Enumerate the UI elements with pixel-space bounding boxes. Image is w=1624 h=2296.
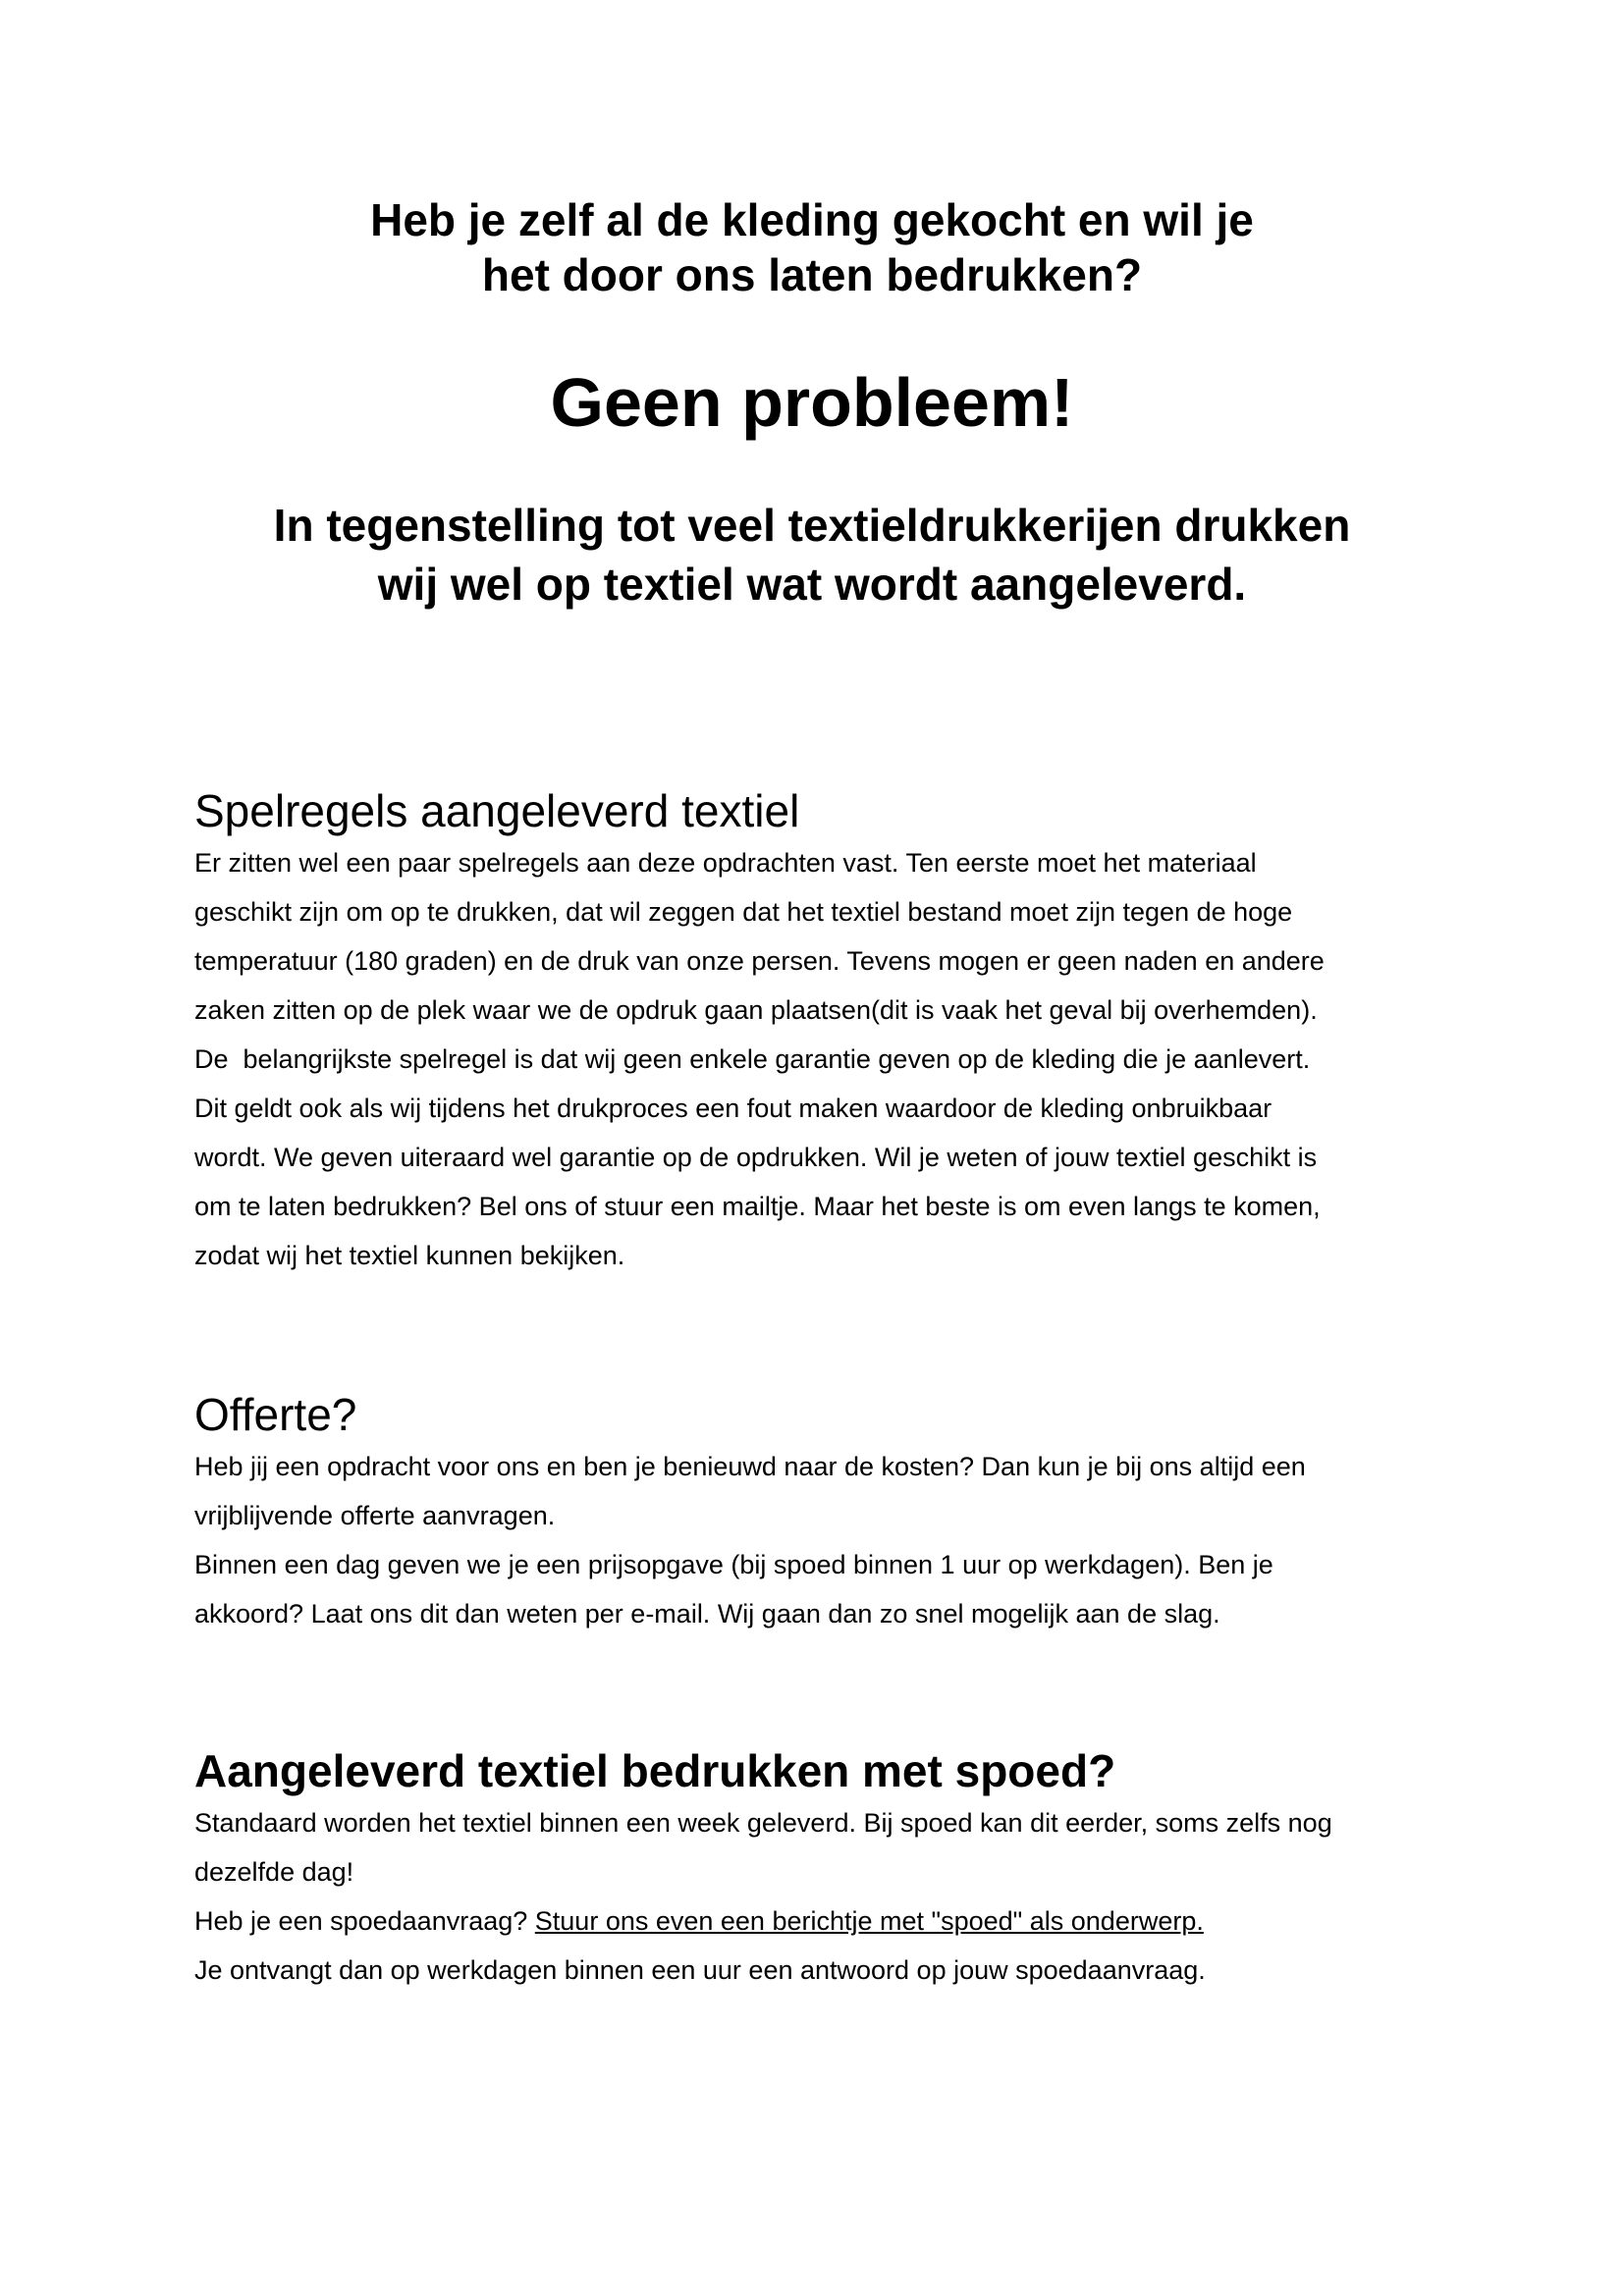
intro-headline: Geen probleem! xyxy=(550,364,1074,441)
section-spoed xyxy=(194,1743,1471,1995)
intro-question-line: het door ons laten bedrukken? xyxy=(481,249,1143,300)
body-line: Standaard worden het textiel binnen een week geleverd. Bij spoed kan dit eerder, soms zelfs nog xyxy=(194,1808,1332,1838)
section-title: Spelregels aangeleverd textiel xyxy=(194,785,800,836)
section-spelregels xyxy=(194,783,1471,1280)
body-line: akkoord? Laat ons dit dan weten per e-mail. Wij gaan dan zo snel mogelijk aan de slag. xyxy=(194,1599,1220,1629)
intro-question xyxy=(0,192,1624,302)
body-line: Er zitten wel een paar spelregels aan deze opdrachten vast. Ten eerste moet het materiaal xyxy=(194,848,1257,878)
body-line-with-link xyxy=(194,1896,1471,1946)
body-line: temperatuur (180 graden) en de druk van onze persen. Tevens mogen er geen naden en andere xyxy=(194,946,1325,976)
section-body xyxy=(194,1798,1471,1995)
request-prefix: Heb je een spoedaanvraag? xyxy=(194,1906,535,1936)
body-line: Je ontvangt dan op werkdagen binnen een uur een antwoord op jouw spoedaanvraag. xyxy=(194,1955,1206,1985)
body-line: vrijblijvende offerte aanvragen. xyxy=(194,1501,556,1530)
intro-statement-line: In tegenstelling tot veel textieldrukkerijen drukken xyxy=(273,500,1351,551)
intro-statement-line: wij wel op textiel wat wordt aangeleverd. xyxy=(377,559,1247,610)
intro-statement xyxy=(0,496,1624,614)
section-offerte xyxy=(194,1387,1471,1638)
body-line: wordt. We geven uiteraard wel garantie op de opdrukken. Wil je weten of jouw textiel geschikt is xyxy=(194,1143,1318,1172)
body-line: om te laten bedrukken? Bel ons of stuur een mailtje. Maar het beste is om even langs te komen, xyxy=(194,1192,1321,1221)
section-body xyxy=(194,1442,1471,1638)
section-title: Aangeleverd textiel bedrukken met spoed? xyxy=(194,1745,1116,1796)
body-line: Dit geldt ook als wij tijdens het drukproces een fout maken waardoor de kleding onbruikbaar xyxy=(194,1094,1272,1123)
intro-question-line: Heb je zelf al de kleding gekocht en wil je xyxy=(370,194,1254,245)
body-line: De belangrijkste spelregel is dat wij geen enkele garantie geven op de kleding die je aanlevert. xyxy=(194,1044,1311,1074)
body-line: dezelfde dag! xyxy=(194,1857,354,1887)
section-body xyxy=(194,838,1471,1280)
spoed-message-link[interactable]: Stuur ons even een berichtje met "spoed" als onderwerp. xyxy=(534,1906,1204,1936)
body-line: Heb jij een opdracht voor ons en ben je benieuwd naar de kosten? Dan kun je bij ons altijd een xyxy=(194,1452,1306,1481)
body-line: zodat wij het textiel kunnen bekijken. xyxy=(194,1241,625,1270)
body-line: zaken zitten op de plek waar we de opdruk gaan plaatsen(dit is vaak het geval bij overhemden). xyxy=(194,995,1318,1025)
body-line: geschikt zijn om op te drukken, dat wil zeggen dat het textiel bestand moet zijn tegen de hoge xyxy=(194,897,1293,927)
section-title: Offerte? xyxy=(194,1389,357,1440)
body-line: Binnen een dag geven we je een prijsopgave (bij spoed binnen 1 uur op werkdagen). Ben je xyxy=(194,1550,1273,1579)
